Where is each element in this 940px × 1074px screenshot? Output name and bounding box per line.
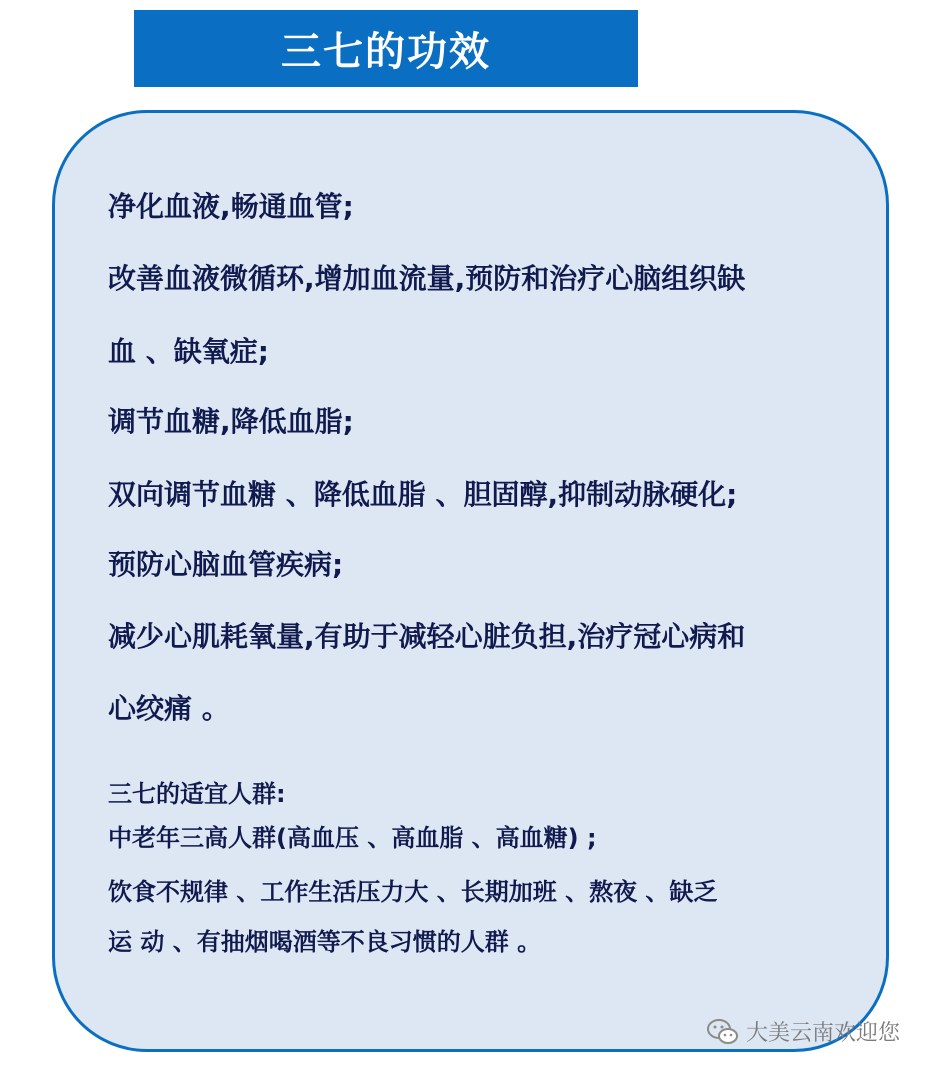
suitable-line: 中老年三高人群(高血压 、高血脂 、高血糖) ; bbox=[108, 824, 597, 852]
effect-line: 净化血液,畅通血管; bbox=[108, 190, 354, 223]
effect-line: 双向调节血糖 、降低血脂 、胆固醇,抑制动脉硬化; bbox=[108, 478, 738, 511]
effect-line: 调节血糖,降低血脂; bbox=[108, 405, 354, 438]
effect-line: 血 、缺氧症; bbox=[108, 335, 269, 368]
watermark bbox=[706, 1016, 900, 1047]
page-title: 三七的功效 bbox=[281, 29, 491, 75]
suitable-line: 运 动 、有抽烟喝酒等不良习惯的人群 。 bbox=[108, 928, 542, 956]
title-banner bbox=[134, 10, 638, 87]
watermark-text: 大美云南欢迎您 bbox=[746, 1021, 901, 1046]
suitable-heading: 三七的适宜人群: bbox=[108, 780, 286, 808]
wechat-icon bbox=[706, 1017, 740, 1047]
effect-line: 预防心脑血管疾病; bbox=[108, 548, 344, 581]
suitable-line: 饮食不规律 、工作生活压力大 、长期加班 、熬夜 、缺乏 bbox=[108, 878, 718, 906]
effect-line: 改善血液微循环,增加血流量,预防和治疗心脑组织缺 bbox=[108, 262, 746, 295]
effect-line: 减少心肌耗氧量,有助于减轻心脏负担,治疗冠心病和 bbox=[108, 620, 746, 653]
effect-line: 心绞痛 。 bbox=[108, 692, 230, 725]
